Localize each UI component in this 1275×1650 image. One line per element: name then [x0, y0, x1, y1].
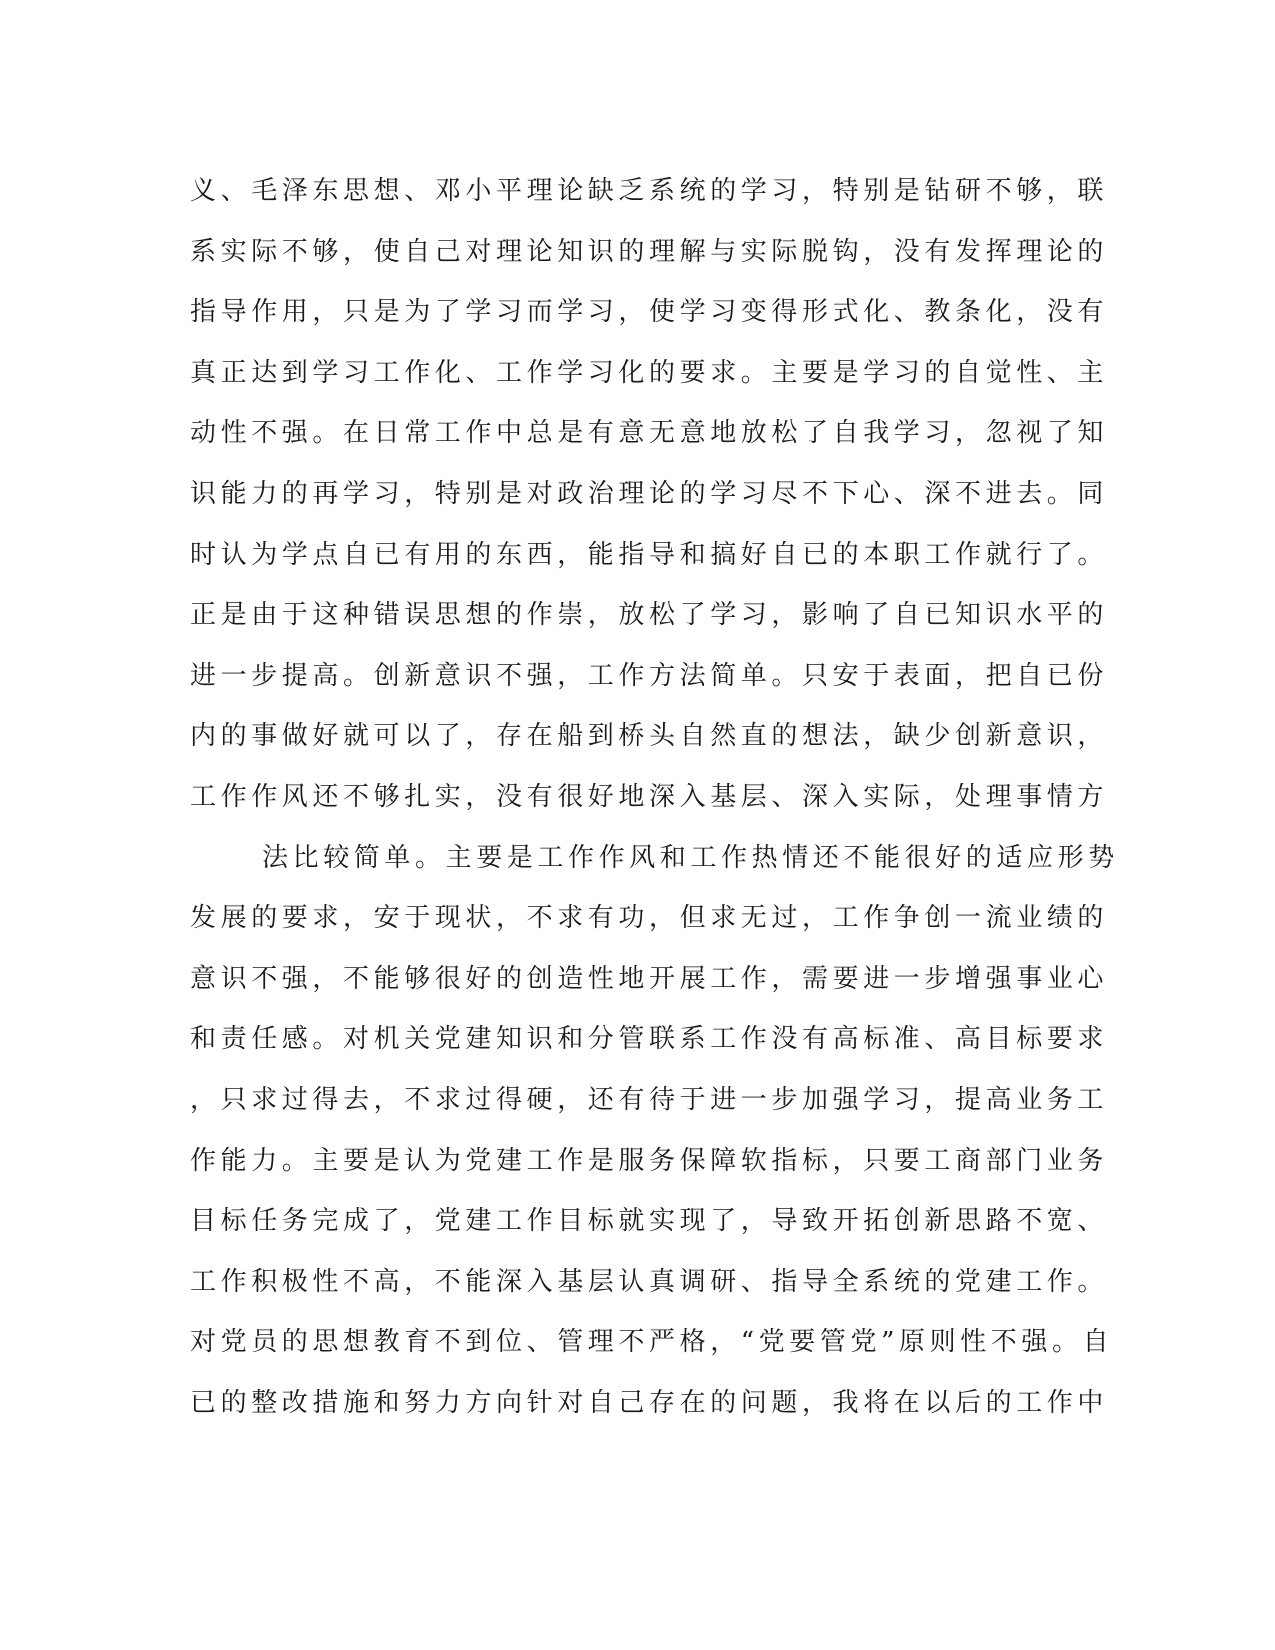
- text-line: 工作积极性不高，不能深入基层认真调研、指导全系统的党建工作。: [190, 1266, 1109, 1297]
- text-line: 作能力。主要是认为党建工作是服务保障软指标，只要工商部门业务: [190, 1145, 1109, 1176]
- text-line: 指导作用，只是为了学习而学习，使学习变得形式化、教条化，没有: [190, 297, 1109, 328]
- text-line: 已的整改措施和努力方向针对自己存在的问题，我将在以后的工作中: [190, 1387, 1109, 1418]
- text-line: 和责任感。对机关党建知识和分管联系工作没有高标准、高目标要求: [190, 1024, 1109, 1055]
- text-line: 系实际不够，使自己对理论知识的理解与实际脱钩，没有发挥理论的: [190, 236, 1109, 267]
- text-line: 对党员的思想教育不到位、管理不严格，“党要管党”原则性不强。自: [190, 1327, 1114, 1358]
- text-line: 时认为学点自已有用的东西，能指导和搞好自已的本职工作就行了。: [190, 539, 1109, 570]
- text-line: ，只求过得去，不求过得硬，还有待于进一步加强学习，提高业务工: [190, 1084, 1109, 1115]
- text-line: 进一步提高。创新意识不强，工作方法简单。只安于表面，把自已份: [190, 660, 1109, 691]
- text-line: 发展的要求，安于现状，不求有功，但求无过，工作争创一流业绩的: [190, 903, 1109, 934]
- text-line: 目标任务完成了，党建工作目标就实现了，导致开拓创新思路不宽、: [190, 1206, 1109, 1237]
- text-line: 识能力的再学习，特别是对政治理论的学习尽不下心、深不进去。同: [190, 478, 1109, 509]
- text-line-indented: 法比较简单。主要是工作作风和工作热情还不能很好的适应形势: [262, 842, 1119, 873]
- text-line: 动性不强。在日常工作中总是有意无意地放松了自我学习，忽视了知: [190, 418, 1109, 449]
- text-line: 内的事做好就可以了，存在船到桥头自然直的想法，缺少创新意识，: [190, 721, 1109, 752]
- text-line: 正是由于这种错误思想的作崇，放松了学习，影响了自已知识水平的: [190, 600, 1109, 631]
- text-line: 意识不强，不能够很好的创造性地开展工作，需要进一步增强事业心: [190, 963, 1109, 994]
- text-line: 义、毛泽东思想、邓小平理论缺乏系统的学习，特别是钻研不够，联: [190, 176, 1109, 206]
- text-line: 真正达到学习工作化、工作学习化的要求。主要是学习的自觉性、主: [190, 357, 1109, 388]
- body-text: [190, 161, 1119, 1433]
- text-line: 工作作风还不够扎实，没有很好地深入基层、深入实际，处理事情方: [190, 781, 1109, 812]
